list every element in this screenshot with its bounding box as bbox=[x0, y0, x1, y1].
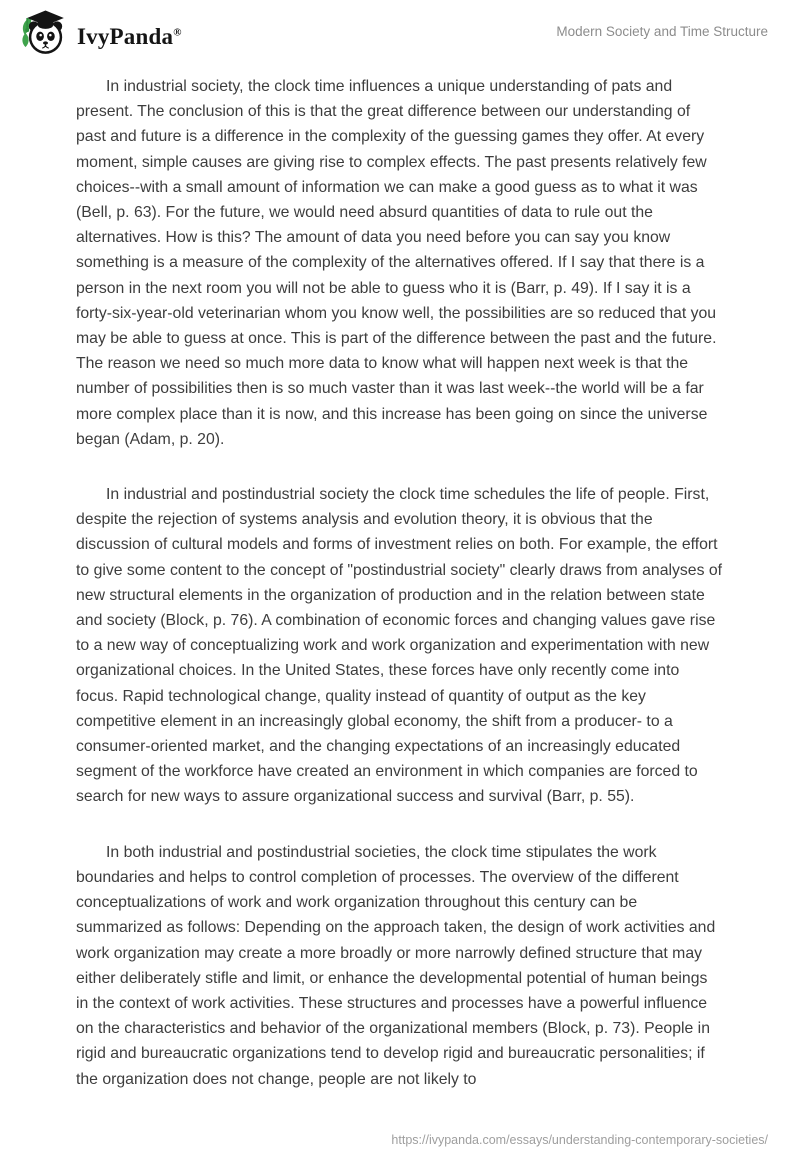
essay-paragraph-2: In industrial and postindustrial society the clock time schedules the life of people. First, despite the rejection of systems analysis and evolution theory, it is obvious that the discussion of cultural models and forms of investment relies on both. For example, the effort to give some content to the concept of "postindustrial society" clearly draws from analyses of new structural elements in the organization of production and in the relation between state and society (Block, p. 76). A combination of economic forces and changing values gave rise to a new way of conceptualizing work and work organization and experimentation with new organizational choices. In the United States, these forces have only recently come into focus. Rapid technological change, quality instead of quantity of output as the key competitive element in an increasingly global economy, the shift from a producer- to a consumer-oriented market, and the changing expectations of an increasingly educated segment of the workforce have created an environment in which companies are forced to search for new ways to assure organizational success and survival (Barr, p. 55). bbox=[76, 486, 723, 806]
ivypanda-logo[interactable] bbox=[18, 8, 182, 58]
essay-paragraph-1: In industrial society, the clock time influences a unique understanding of pats and present. The conclusion of this is that the great difference between our understanding of past and future is a difference in the complexity of the guessing games they offer. At every moment, simple causes are giving rise to complex effects. The past presents relatively few choices--with a small amount of information we can make a good guess as to what it was (Bell, p. 63). For the future, we would need absurd quantities of data to rule out the alternatives. How is this? The amount of data you need before you can say you know something is a measure of the complexity of the alternatives offered. If I say that there is a person in the next room you will not be able to guess who it is (Barr, p. 49). If I say it is a forty-six-year-old veterinarian whom you know well, the possibilities are so reduced that you may be able to guess at once. This is part of the difference between the past and the future. The reason we need so much more data to know what will happen next week is that the number of possibilities then is so much vaster than it was last week--the world will be a far more complex place than it is now, and this increase has been going on since the universe began (Adam, p. 20). bbox=[76, 78, 717, 448]
essay-paragraph-3: In both industrial and postindustrial societies, the clock time stipulates the work boundaries and helps to control completion of processes. The overview of the different conceptualizations of work and work organization throughout this century can be summarized as follows: Depending on the approach taken, the design of work activities and work organization may create a more broadly or more narrowly defined structure that may either deliberately stifle and limit, or enhance the developmental potential of human beings in the context of work activities. These structures and processes have a powerful influence on the characteristics and behavior of the organizational members (Block, p. 73). People in rigid and bureaucratic organizations tend to develop rigid and bureaucratic personalities; if the organization does not change, people are not likely to bbox=[76, 843, 716, 1088]
brand-name: IvyPanda® bbox=[77, 23, 182, 49]
page-header bbox=[0, 0, 800, 58]
essay-body bbox=[0, 58, 800, 1092]
ivypanda-panda-icon bbox=[18, 8, 68, 58]
document-title: Modern Society and Time Structure bbox=[556, 24, 768, 39]
source-url: https://ivypanda.com/essays/understanding-contemporary-societies/ bbox=[391, 1133, 768, 1147]
registered-mark: ® bbox=[173, 25, 182, 38]
